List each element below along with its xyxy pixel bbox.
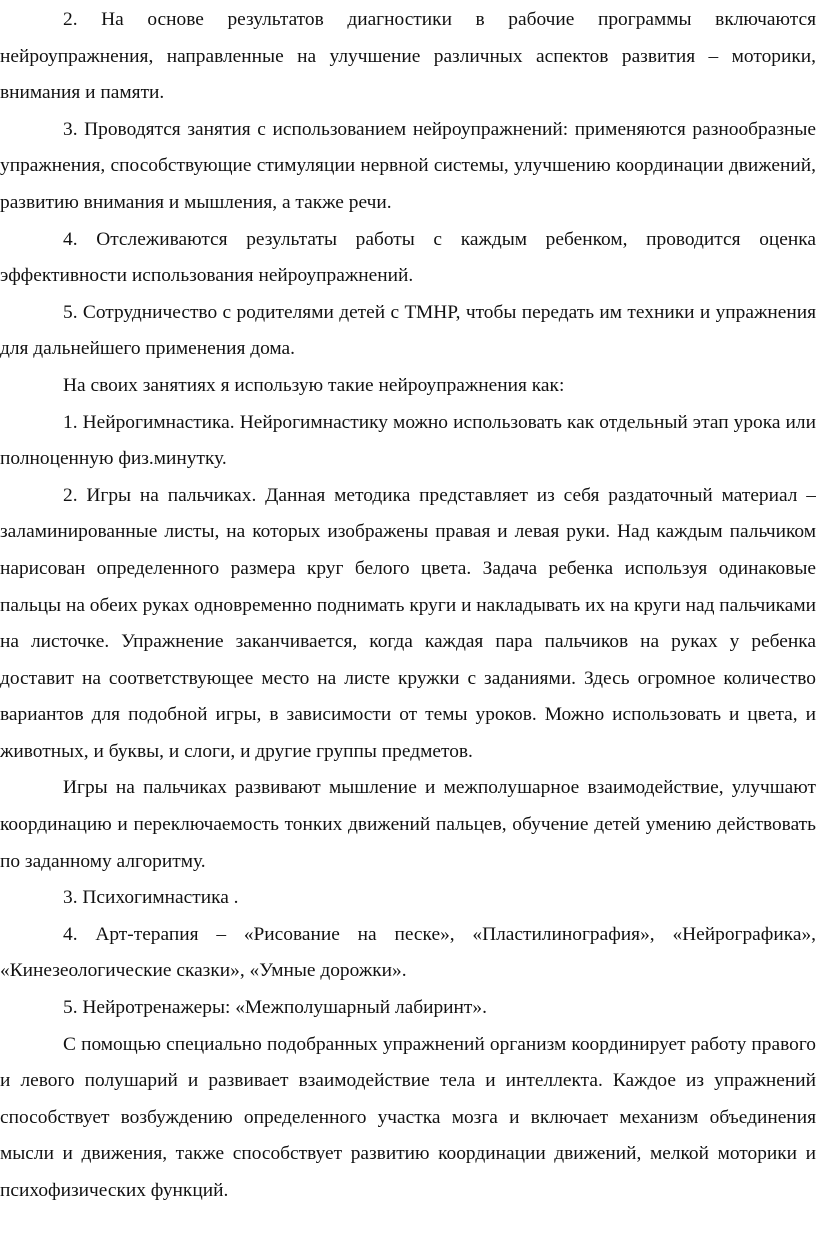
- paragraph-parent-cooperation: 5. Сотрудничество с родителями детей с ТМНР, чтобы передать им техники и упражнения для дальнейшего применения дома.: [0, 301, 816, 360]
- paragraph-diagnostics-results: 2. На основе результатов диагностики в рабочие программы включаются нейроупражнения, направленные на улучшение различных аспектов развития – моторики, внимания и памяти.: [0, 9, 816, 104]
- paragraph-art-therapy: 4. Арт-терапия – «Рисование на песке», «Пластилинография», «Нейрографика», «Кинезеологические сказки», «Умные дорожки».: [0, 923, 816, 982]
- paragraph-finger-games-benefits: Игры на пальчиках развивают мышление и межполушарное взаимодействие, улучшают координацию и переключаемость тонких движений пальцев, обучение детей умению действовать по заданному алгоритму.: [0, 777, 816, 872]
- paragraph-tracking-results: 4. Отслеживаются результаты работы с каждым ребенком, проводится оценка эффективности использования нейроупражнений.: [0, 228, 816, 287]
- paragraph-finger-games: 2. Игры на пальчиках. Данная методика представляет из себя раздаточный материал – заламинированные листы, на которых изображены правая и левая руки. Над каждым пальчиком нарисован определенного размера круг белого цвета. Задача ребенка используя одинаковые пальцы на обеих руках одновременно поднимать круги и накладывать их на круги над пальчиками на листочке. Упражнение заканчивается, когда каждая пара пальчиков на руках у ребенка доставит на соответствующее место на листе кружки с заданиями. Здесь огромное количество вариантов для подобной игры, в зависимости от темы уроков. Можно использовать и цвета, и животных, и буквы, и слоги, и другие группы предметов.: [0, 484, 816, 762]
- paragraph-neurotrainers: 5. Нейротренажеры: «Межполушарный лабиринт».: [63, 997, 487, 1019]
- paragraph-neurogymnastics: 1. Нейрогимнастика. Нейрогимнастику можно использовать как отдельный этап урока или полноценную физ.минутку.: [0, 411, 816, 470]
- paragraph-psychogymnastics: 3. Психогимнастика .: [63, 887, 239, 909]
- paragraph-conclusion: С помощью специально подобранных упражнений организм координирует работу правого и левого полушарий и развивает взаимодействие тела и интеллекта. Каждое из упражнений способствует возбуждению определенного участка мозга и включает механизм объединения мысли и движения, также способствует развитию координации движений, мелкой моторики и психофизических функций.: [0, 1033, 816, 1201]
- paragraph-exercises-intro: На своих занятиях я использую такие нейроупражнения как:: [63, 374, 565, 396]
- paragraph-classes-with-exercises: 3. Проводятся занятия с использованием нейроупражнений: применяются разнообразные упражнения, способствующие стимуляции нервной системы, улучшению координации движений, развитию внимания и мышления, а также речи.: [0, 118, 816, 213]
